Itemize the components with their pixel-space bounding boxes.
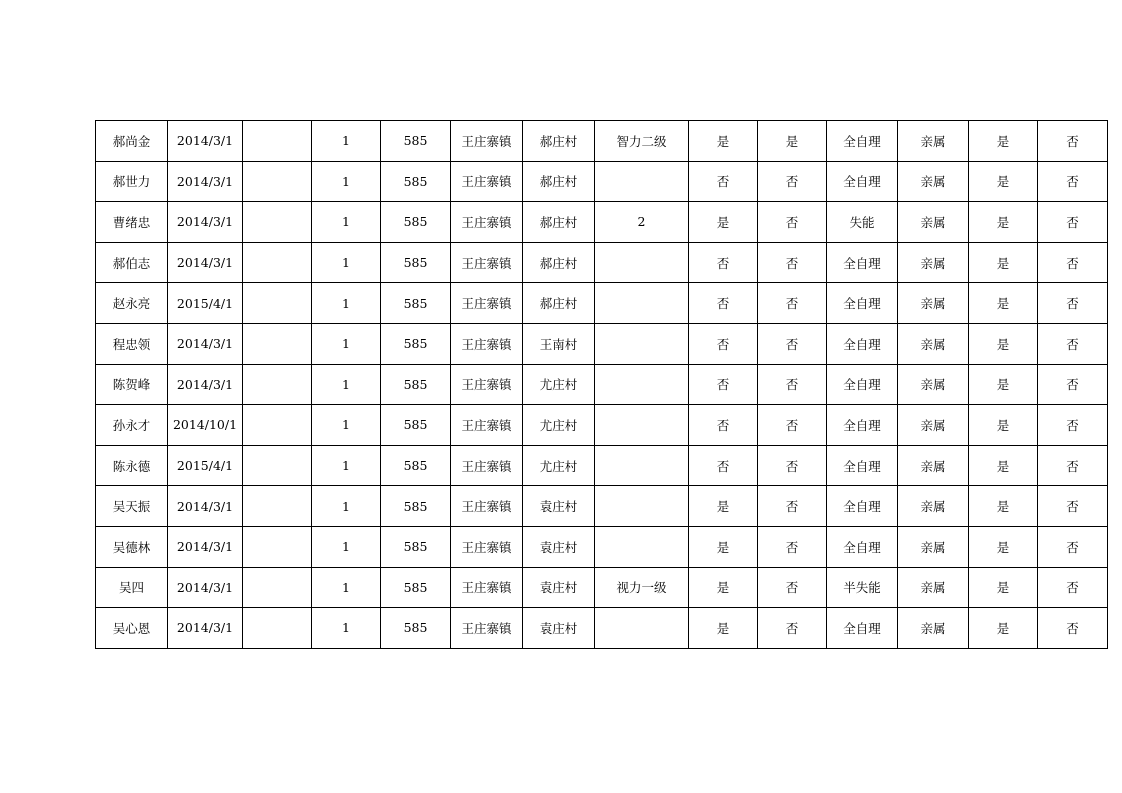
count-cell: 1 [312,405,381,446]
flag-cell-1: 是 [689,567,758,608]
name-cell: 吴心恩 [96,608,168,649]
village-cell: 王南村 [523,323,595,364]
self-care-cell: 全自理 [827,323,898,364]
amount-cell: 585 [381,526,451,567]
amount-cell: 585 [381,445,451,486]
blank-cell [243,526,312,567]
flag-cell-3: 是 [969,608,1038,649]
flag-cell-3: 是 [969,364,1038,405]
flag-cell-4: 否 [1038,364,1108,405]
flag-cell-2: 否 [758,567,827,608]
flag-cell-4: 否 [1038,121,1108,162]
self-care-cell: 全自理 [827,242,898,283]
flag-cell-3: 是 [969,323,1038,364]
count-cell: 1 [312,161,381,202]
flag-cell-2: 否 [758,445,827,486]
self-care-cell: 全自理 [827,161,898,202]
date-cell: 2014/3/1 [168,608,243,649]
table-row [96,364,1108,405]
disability-cell [595,405,689,446]
disability-cell [595,445,689,486]
disability-cell [595,242,689,283]
blank-cell [243,445,312,486]
count-cell: 1 [312,364,381,405]
flag-cell-1: 否 [689,323,758,364]
self-care-cell: 全自理 [827,486,898,527]
blank-cell [243,608,312,649]
disability-cell: 智力二级 [595,121,689,162]
amount-cell: 585 [381,567,451,608]
date-cell: 2014/3/1 [168,242,243,283]
village-cell: 郝庄村 [523,283,595,324]
flag-cell-1: 是 [689,526,758,567]
date-cell: 2014/3/1 [168,364,243,405]
town-cell: 王庄寨镇 [451,202,523,243]
village-cell: 郝庄村 [523,121,595,162]
town-cell: 王庄寨镇 [451,283,523,324]
blank-cell [243,202,312,243]
flag-cell-1: 否 [689,242,758,283]
blank-cell [243,161,312,202]
flag-cell-4: 否 [1038,405,1108,446]
count-cell: 1 [312,567,381,608]
date-cell: 2014/10/1 [168,405,243,446]
town-cell: 王庄寨镇 [451,486,523,527]
blank-cell [243,121,312,162]
town-cell: 王庄寨镇 [451,323,523,364]
count-cell: 1 [312,121,381,162]
guardian-cell: 亲属 [898,202,969,243]
table-row [96,567,1108,608]
amount-cell: 585 [381,202,451,243]
flag-cell-1: 是 [689,202,758,243]
disability-cell [595,364,689,405]
self-care-cell: 全自理 [827,608,898,649]
name-cell: 郝世力 [96,161,168,202]
flag-cell-1: 否 [689,405,758,446]
amount-cell: 585 [381,121,451,162]
village-cell: 袁庄村 [523,526,595,567]
amount-cell: 585 [381,242,451,283]
flag-cell-4: 否 [1038,202,1108,243]
name-cell: 吴天振 [96,486,168,527]
table-row [96,202,1108,243]
name-cell: 吴四 [96,567,168,608]
count-cell: 1 [312,323,381,364]
guardian-cell: 亲属 [898,405,969,446]
guardian-cell: 亲属 [898,445,969,486]
flag-cell-3: 是 [969,567,1038,608]
disability-cell [595,283,689,324]
blank-cell [243,364,312,405]
self-care-cell: 全自理 [827,445,898,486]
flag-cell-2: 否 [758,526,827,567]
village-cell: 郝庄村 [523,242,595,283]
name-cell: 陈贺峰 [96,364,168,405]
guardian-cell: 亲属 [898,242,969,283]
village-cell: 袁庄村 [523,608,595,649]
disability-cell: 视力一级 [595,567,689,608]
self-care-cell: 全自理 [827,364,898,405]
town-cell: 王庄寨镇 [451,608,523,649]
date-cell: 2014/3/1 [168,323,243,364]
flag-cell-4: 否 [1038,323,1108,364]
flag-cell-3: 是 [969,161,1038,202]
guardian-cell: 亲属 [898,526,969,567]
name-cell: 吴德林 [96,526,168,567]
flag-cell-1: 否 [689,283,758,324]
guardian-cell: 亲属 [898,486,969,527]
flag-cell-4: 否 [1038,526,1108,567]
flag-cell-3: 是 [969,526,1038,567]
self-care-cell: 全自理 [827,405,898,446]
table-row [96,283,1108,324]
blank-cell [243,242,312,283]
blank-cell [243,567,312,608]
village-cell: 郝庄村 [523,202,595,243]
disability-cell [595,161,689,202]
guardian-cell: 亲属 [898,283,969,324]
village-cell: 尤庄村 [523,445,595,486]
flag-cell-2: 否 [758,283,827,324]
count-cell: 1 [312,283,381,324]
flag-cell-4: 否 [1038,161,1108,202]
amount-cell: 585 [381,323,451,364]
flag-cell-2: 否 [758,364,827,405]
flag-cell-2: 否 [758,486,827,527]
self-care-cell: 全自理 [827,283,898,324]
table-row [96,608,1108,649]
village-cell: 尤庄村 [523,405,595,446]
records-table [95,120,1108,649]
records-table-body [96,121,1108,649]
blank-cell [243,283,312,324]
table-row [96,445,1108,486]
name-cell: 程忠领 [96,323,168,364]
flag-cell-2: 否 [758,405,827,446]
date-cell: 2014/3/1 [168,526,243,567]
table-row [96,161,1108,202]
flag-cell-3: 是 [969,405,1038,446]
flag-cell-1: 是 [689,486,758,527]
count-cell: 1 [312,526,381,567]
amount-cell: 585 [381,283,451,324]
flag-cell-3: 是 [969,202,1038,243]
guardian-cell: 亲属 [898,161,969,202]
self-care-cell: 全自理 [827,526,898,567]
table-row [96,323,1108,364]
name-cell: 郝伯志 [96,242,168,283]
flag-cell-2: 否 [758,608,827,649]
flag-cell-3: 是 [969,121,1038,162]
town-cell: 王庄寨镇 [451,445,523,486]
flag-cell-4: 否 [1038,242,1108,283]
amount-cell: 585 [381,608,451,649]
village-cell: 袁庄村 [523,567,595,608]
date-cell: 2014/3/1 [168,161,243,202]
guardian-cell: 亲属 [898,323,969,364]
flag-cell-3: 是 [969,283,1038,324]
disability-cell [595,486,689,527]
guardian-cell: 亲属 [898,364,969,405]
count-cell: 1 [312,202,381,243]
count-cell: 1 [312,445,381,486]
date-cell: 2015/4/1 [168,283,243,324]
flag-cell-4: 否 [1038,445,1108,486]
name-cell: 赵永亮 [96,283,168,324]
count-cell: 1 [312,486,381,527]
flag-cell-2: 否 [758,323,827,364]
count-cell: 1 [312,608,381,649]
town-cell: 王庄寨镇 [451,405,523,446]
flag-cell-4: 否 [1038,608,1108,649]
blank-cell [243,486,312,527]
village-cell: 郝庄村 [523,161,595,202]
flag-cell-1: 否 [689,364,758,405]
name-cell: 郝尚金 [96,121,168,162]
flag-cell-3: 是 [969,242,1038,283]
date-cell: 2014/3/1 [168,486,243,527]
name-cell: 陈永德 [96,445,168,486]
village-cell: 袁庄村 [523,486,595,527]
self-care-cell: 失能 [827,202,898,243]
flag-cell-1: 否 [689,445,758,486]
disability-cell [595,323,689,364]
blank-cell [243,323,312,364]
flag-cell-1: 否 [689,161,758,202]
flag-cell-2: 否 [758,161,827,202]
amount-cell: 585 [381,405,451,446]
town-cell: 王庄寨镇 [451,121,523,162]
table-row [96,486,1108,527]
flag-cell-3: 是 [969,445,1038,486]
town-cell: 王庄寨镇 [451,161,523,202]
name-cell: 孙永才 [96,405,168,446]
date-cell: 2015/4/1 [168,445,243,486]
table-row [96,405,1108,446]
table-row [96,121,1108,162]
flag-cell-3: 是 [969,486,1038,527]
amount-cell: 585 [381,486,451,527]
town-cell: 王庄寨镇 [451,526,523,567]
count-cell: 1 [312,242,381,283]
table-row [96,526,1108,567]
table-row [96,242,1108,283]
flag-cell-2: 否 [758,202,827,243]
flag-cell-1: 是 [689,608,758,649]
flag-cell-4: 否 [1038,486,1108,527]
flag-cell-1: 是 [689,121,758,162]
guardian-cell: 亲属 [898,608,969,649]
village-cell: 尤庄村 [523,364,595,405]
date-cell: 2014/3/1 [168,121,243,162]
flag-cell-2: 否 [758,242,827,283]
guardian-cell: 亲属 [898,121,969,162]
flag-cell-2: 是 [758,121,827,162]
amount-cell: 585 [381,364,451,405]
town-cell: 王庄寨镇 [451,364,523,405]
date-cell: 2014/3/1 [168,202,243,243]
disability-cell [595,608,689,649]
amount-cell: 585 [381,161,451,202]
date-cell: 2014/3/1 [168,567,243,608]
flag-cell-4: 否 [1038,567,1108,608]
town-cell: 王庄寨镇 [451,567,523,608]
self-care-cell: 半失能 [827,567,898,608]
guardian-cell: 亲属 [898,567,969,608]
self-care-cell: 全自理 [827,121,898,162]
town-cell: 王庄寨镇 [451,242,523,283]
name-cell: 曹绪忠 [96,202,168,243]
disability-cell [595,526,689,567]
blank-cell [243,405,312,446]
disability-cell: 2 [595,202,689,243]
flag-cell-4: 否 [1038,283,1108,324]
